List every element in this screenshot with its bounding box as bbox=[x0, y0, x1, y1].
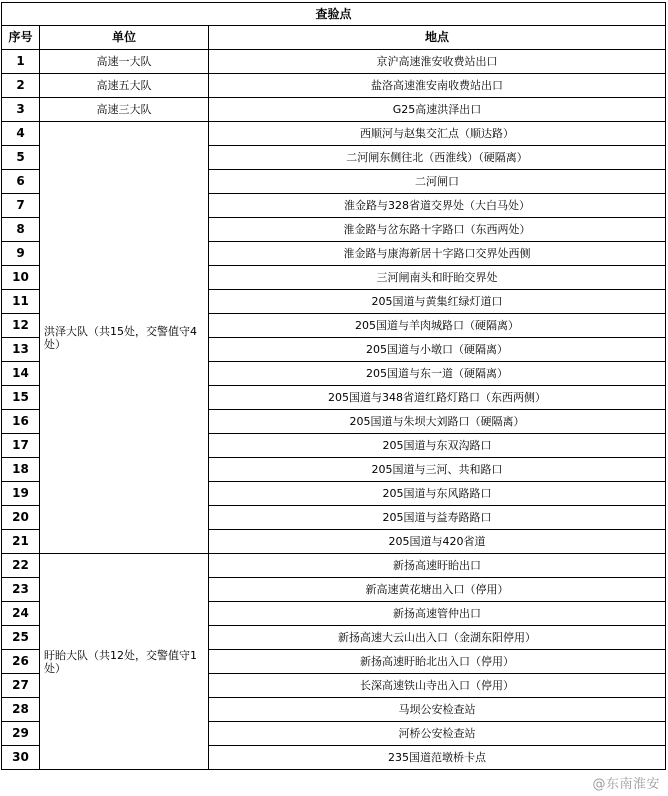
row-number: 17 bbox=[2, 434, 40, 458]
header-location: 地点 bbox=[209, 26, 666, 50]
location-cell: 新高速黄花塘出入口（停用） bbox=[209, 578, 666, 602]
location-cell: 新扬高速盱眙出口 bbox=[209, 554, 666, 578]
location-cell: 二河闸口 bbox=[209, 170, 666, 194]
table-row bbox=[2, 50, 666, 74]
location-cell: 新扬高速管仲出口 bbox=[209, 602, 666, 626]
row-number: 18 bbox=[2, 458, 40, 482]
location-cell: 205国道与东双沟路口 bbox=[209, 434, 666, 458]
watermark: @东南淮安 bbox=[592, 777, 660, 792]
table-row bbox=[2, 122, 666, 146]
location-cell: 河桥公安检查站 bbox=[209, 722, 666, 746]
row-number: 22 bbox=[2, 554, 40, 578]
location-cell: 淮金路与岔东路十字路口（东西两处） bbox=[209, 218, 666, 242]
table-title: 查验点 bbox=[2, 3, 666, 26]
row-number: 23 bbox=[2, 578, 40, 602]
unit-cell: 高速一大队 bbox=[40, 50, 209, 74]
row-number: 15 bbox=[2, 386, 40, 410]
location-cell: 盐洛高速淮安南收费站出口 bbox=[209, 74, 666, 98]
location-cell: 新扬高速盱眙北出入口（停用） bbox=[209, 650, 666, 674]
table-body bbox=[2, 3, 666, 770]
table-row bbox=[2, 74, 666, 98]
row-number: 2 bbox=[2, 74, 40, 98]
row-number: 12 bbox=[2, 314, 40, 338]
location-cell: 205国道与小墩口（硬隔离） bbox=[209, 338, 666, 362]
row-number: 5 bbox=[2, 146, 40, 170]
row-number: 24 bbox=[2, 602, 40, 626]
header-unit: 单位 bbox=[40, 26, 209, 50]
location-cell: 205国道与黄集红绿灯道口 bbox=[209, 290, 666, 314]
row-number: 21 bbox=[2, 530, 40, 554]
row-number: 4 bbox=[2, 122, 40, 146]
row-number: 26 bbox=[2, 650, 40, 674]
unit-cell: 盱眙大队（共12处，交警值守1处） bbox=[40, 554, 209, 770]
unit-cell: 洪泽大队（共15处，交警值守4处） bbox=[40, 122, 209, 554]
row-number: 14 bbox=[2, 362, 40, 386]
location-cell: 205国道与朱坝大刘路口（硬隔离） bbox=[209, 410, 666, 434]
location-cell: 二河闸东侧往北（西淮线）（硬隔离） bbox=[209, 146, 666, 170]
location-cell: 205国道与420省道 bbox=[209, 530, 666, 554]
row-number: 19 bbox=[2, 482, 40, 506]
row-number: 9 bbox=[2, 242, 40, 266]
header-row bbox=[2, 26, 666, 50]
location-cell: 新扬高速大云山出入口（金湖东阳停用） bbox=[209, 626, 666, 650]
location-cell: 235国道范墩桥卡点 bbox=[209, 746, 666, 770]
table-row bbox=[2, 98, 666, 122]
location-cell: 长深高速铁山寺出入口（停用） bbox=[209, 674, 666, 698]
checkpoint-table bbox=[1, 2, 666, 770]
row-number: 13 bbox=[2, 338, 40, 362]
row-number: 16 bbox=[2, 410, 40, 434]
row-number: 7 bbox=[2, 194, 40, 218]
row-number: 29 bbox=[2, 722, 40, 746]
location-cell: G25高速洪泽出口 bbox=[209, 98, 666, 122]
location-cell: 205国道与羊肉城路口（硬隔离） bbox=[209, 314, 666, 338]
row-number: 27 bbox=[2, 674, 40, 698]
location-cell: 205国道与东一道（硬隔离） bbox=[209, 362, 666, 386]
location-cell: 205国道与益寿路路口 bbox=[209, 506, 666, 530]
row-number: 25 bbox=[2, 626, 40, 650]
row-number: 10 bbox=[2, 266, 40, 290]
unit-cell: 高速五大队 bbox=[40, 74, 209, 98]
row-number: 1 bbox=[2, 50, 40, 74]
location-cell: 三河闸南头和盱眙交界处 bbox=[209, 266, 666, 290]
row-number: 28 bbox=[2, 698, 40, 722]
row-number: 11 bbox=[2, 290, 40, 314]
row-number: 3 bbox=[2, 98, 40, 122]
location-cell: 马坝公安检查站 bbox=[209, 698, 666, 722]
location-cell: 205国道与三河、共和路口 bbox=[209, 458, 666, 482]
unit-cell: 高速三大队 bbox=[40, 98, 209, 122]
row-number: 30 bbox=[2, 746, 40, 770]
location-cell: 淮金路与328省道交界处（大白马处） bbox=[209, 194, 666, 218]
row-number: 20 bbox=[2, 506, 40, 530]
table-row bbox=[2, 554, 666, 578]
location-cell: 西顺河与赵集交汇点（顺达路） bbox=[209, 122, 666, 146]
header-num: 序号 bbox=[2, 26, 40, 50]
location-cell: 淮金路与康海新居十字路口交界处西侧 bbox=[209, 242, 666, 266]
row-number: 6 bbox=[2, 170, 40, 194]
location-cell: 205国道与348省道红路灯路口（东西两侧） bbox=[209, 386, 666, 410]
location-cell: 京沪高速淮安收费站出口 bbox=[209, 50, 666, 74]
row-number: 8 bbox=[2, 218, 40, 242]
location-cell: 205国道与东风路路口 bbox=[209, 482, 666, 506]
